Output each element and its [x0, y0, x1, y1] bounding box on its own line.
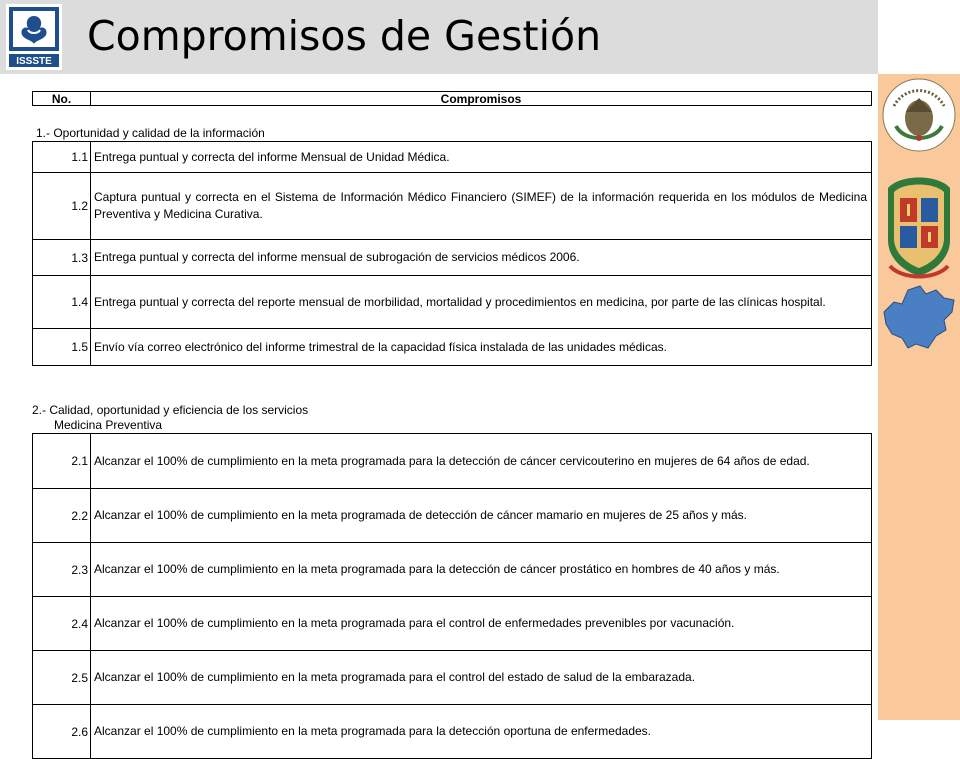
- table-row: [33, 651, 872, 705]
- table-row: [33, 240, 872, 276]
- row-number: 1.4: [33, 276, 91, 329]
- logo-text: ISSSTE: [16, 56, 52, 67]
- table-row: [33, 543, 872, 597]
- table-row: [33, 276, 872, 329]
- sidebar-top-blank: [878, 0, 960, 74]
- table-row: [33, 142, 872, 173]
- row-text: Alcanzar el 100% de cumplimiento en la meta programada para la detección de cáncer prostático en hombres de 40 años y más.: [91, 543, 872, 597]
- table-row: [33, 173, 872, 240]
- right-sidebar: [878, 0, 960, 720]
- row-number: 2.2: [33, 489, 91, 543]
- michoacan-coat-of-arms-icon: [880, 170, 958, 282]
- row-text: Entrega puntual y correcta del informe Mensual de Unidad Médica.: [91, 142, 872, 173]
- row-text: Alcanzar el 100% de cumplimiento en la meta programada para el control del estado de salud de la embarazada.: [91, 651, 872, 705]
- row-number: 2.4: [33, 597, 91, 651]
- table-row: [33, 489, 872, 543]
- table-row: [33, 705, 872, 759]
- section1-title: 1.- Oportunidad y calidad de la información: [36, 126, 265, 140]
- mexico-coat-of-arms-icon: [880, 76, 958, 154]
- header-row: [33, 92, 872, 106]
- table-row: [33, 329, 872, 366]
- row-number: 1.2: [33, 173, 91, 240]
- row-number: 1.1: [33, 142, 91, 173]
- page-title: Compromisos de Gestión: [87, 12, 602, 60]
- issste-logo: [6, 4, 62, 70]
- col-no-header: No.: [33, 92, 91, 106]
- row-number: 2.3: [33, 543, 91, 597]
- row-number: 1.3: [33, 240, 91, 276]
- row-text: Alcanzar el 100% de cumplimiento en la meta programada para la detección oportuna de enfermedades.: [91, 705, 872, 759]
- row-text: Alcanzar el 100% de cumplimiento en la meta programada para el control de enfermedades prevenibles por vacunación.: [91, 597, 872, 651]
- row-number: 2.6: [33, 705, 91, 759]
- table-row: [33, 434, 872, 489]
- row-text: Alcanzar el 100% de cumplimiento en la meta programada de detección de cáncer mamario en mujeres de 25 años y más.: [91, 489, 872, 543]
- table-row: [33, 597, 872, 651]
- row-text: Entrega puntual y correcta del reporte mensual de morbilidad, mortalidad y procedimientos en medicina, por parte de las clínicas hospital.: [91, 276, 872, 329]
- row-text: Entrega puntual y correcta del informe mensual de subrogación de servicios médicos 2006.: [91, 240, 872, 276]
- section1-table: [32, 141, 872, 366]
- page-header: [0, 0, 878, 74]
- section2-table: [32, 433, 872, 759]
- section2-subtitle: Medicina Preventiva: [54, 418, 163, 432]
- section2-title: 2.- Calidad, oportunidad y eficiencia de los servicios: [32, 403, 309, 417]
- row-text: Alcanzar el 100% de cumplimiento en la meta programada para la detección de cáncer cervicouterino en mujeres de 64 años de edad.: [91, 434, 872, 489]
- row-number: 2.5: [33, 651, 91, 705]
- michoacan-state-map-icon: [880, 282, 958, 352]
- row-number: 2.1: [33, 434, 91, 489]
- row-number: 1.5: [33, 329, 91, 366]
- col-compromisos-header: Compromisos: [91, 92, 872, 106]
- column-header-table: [32, 91, 872, 106]
- row-text: Captura puntual y correcta en el Sistema de Información Médico Financiero (SIMEF) de la información requerida en los módulos de Medicina Preventiva y Medicina Curativa.: [91, 173, 872, 240]
- row-text: Envío vía correo electrónico del informe trimestral de la capacidad física instalada de las unidades médicas.: [91, 329, 872, 366]
